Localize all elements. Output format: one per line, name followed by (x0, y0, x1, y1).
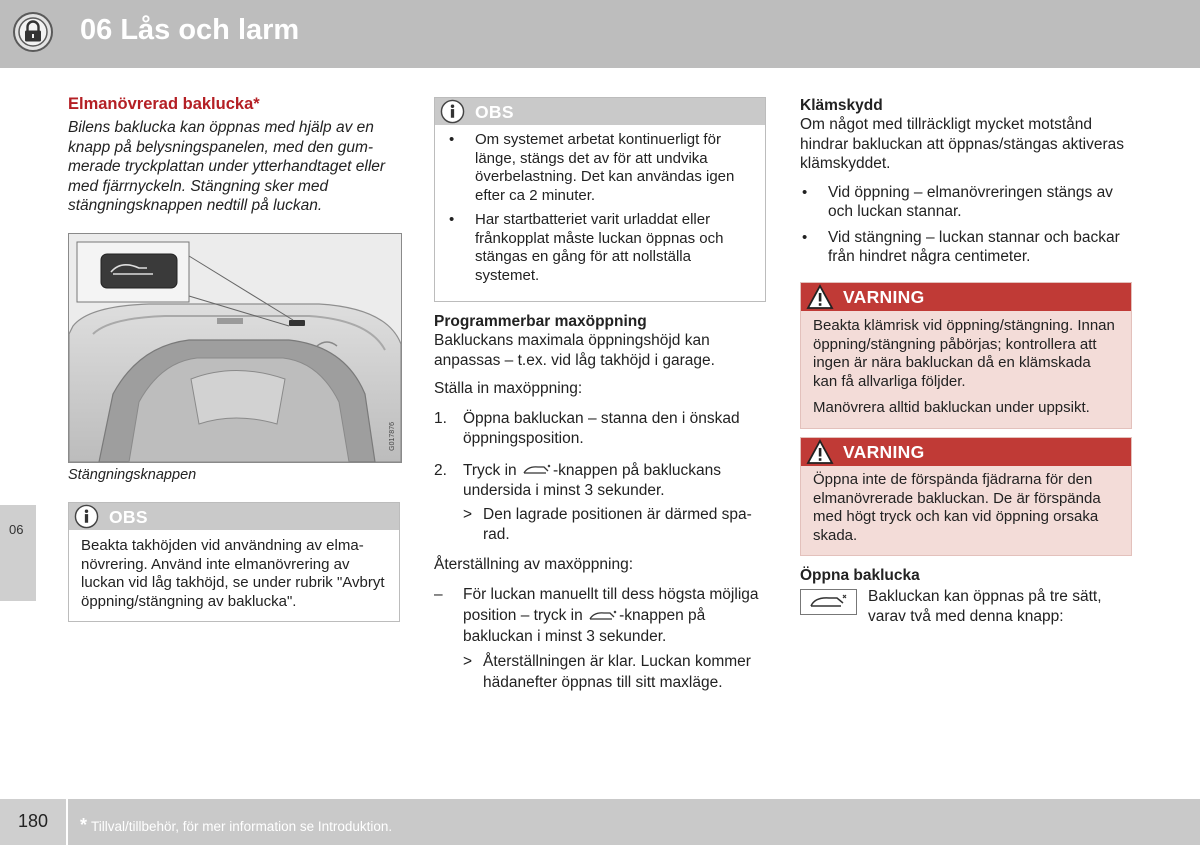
prog-title: Programmerbar maxöppning (434, 313, 647, 330)
klam-item: • Vid stängning – luckan stannar och backar från hindret några centimeter. (800, 228, 1132, 267)
info-icon (440, 99, 465, 124)
warning-box-1 (800, 282, 1132, 429)
open-title: Öppna baklucka (800, 567, 920, 584)
chapter-tab-label: 06 (9, 522, 24, 537)
warning-label: VARNING (843, 287, 925, 307)
tailgate-button-icon (800, 589, 857, 615)
page-number-box (0, 799, 66, 845)
step-result-text: Den lagrade positionen är därmed sparad. (483, 505, 752, 543)
page-header (0, 0, 1200, 68)
anti-pinch-section (800, 97, 1132, 273)
klam-list (800, 183, 1132, 267)
klam-title: Klämskydd (800, 97, 883, 114)
step-item (434, 409, 766, 449)
obs-text: Beakta takhöjden vid användning av elmanövrering. Använd inte elmanövrering av luckan vid låg takhöjd, se under rubrik "Avbryt öppning/stängning av baklucka". (81, 537, 385, 610)
obs-box-2 (434, 97, 766, 302)
page-footer (0, 799, 1200, 845)
set-label: Ställa in maxöppning: (434, 380, 583, 397)
footnote (80, 815, 392, 836)
warning-body (801, 311, 1131, 428)
warning-label: VARNING (843, 442, 925, 462)
reset-list (434, 584, 766, 693)
warning-box-2 (800, 437, 1132, 556)
chapter-title: 06 Lås och larm (80, 14, 300, 46)
reset-text-post: -knappen på bakluckan i minst 3 sekunder. (463, 607, 706, 645)
prog-text: Bakluckans maximala öppningshöjd kan anpassas – t.ex. vid låg takhöjd i garage. (434, 332, 715, 369)
footnote-star: * (80, 815, 88, 835)
step-number: 1. (434, 409, 447, 427)
klam-text: Om något med tillräckligt mycket motstånd hindrar bakluckan att öppnas/stängas aktiveras klämskyddet. (800, 116, 1124, 172)
klam-item: • Vid öppning – elmanövreringen stängs av och luckan stannar. (800, 183, 1132, 222)
reset-result (463, 651, 766, 693)
step-list (434, 409, 766, 545)
step-text: Öppna bakluckan – stanna den i önskad öppningsposition. (463, 409, 740, 447)
step-text-pre: Tryck in (463, 461, 517, 479)
obs-item: • Om systemet arbetat kontinuerligt för länge, stängs det av för att undvika överbelastning. Det kan användas igen efter ca 2 minuter. (447, 131, 753, 205)
result-marker: > (463, 653, 473, 670)
programmable-section (434, 313, 766, 693)
obs-body (435, 125, 765, 301)
warning-box-header (801, 438, 1131, 466)
footnote-text: Tillval/tillbehör, för mer information se Introduktion. (91, 819, 393, 834)
tailgate-button-icon (522, 463, 552, 477)
open-tailgate-section (800, 567, 1132, 631)
obs-box-header (69, 503, 399, 530)
column-1 (68, 95, 400, 216)
warning-box-header (801, 283, 1131, 311)
figure-caption: Stängningsknappen (68, 467, 197, 483)
chapter-tab[interactable] (0, 505, 36, 601)
warning-text: Öppna inte de förspända fjädrarna för den elmanövrerade bakluckan. De är förspända med högt tryck och kan vid öppning orsaka skada. (813, 471, 1101, 544)
section-title: Elmanövrerad baklucka* (68, 95, 260, 113)
open-text: Bakluckan kan öppnas på tre sätt, varav två med denna knapp: (868, 588, 1102, 625)
reset-result-text: Återställningen är klar. Luckan kommer hädanefter öppnas till sitt maxläge. (483, 653, 751, 691)
reset-item (434, 584, 766, 693)
page-number: 180 (18, 811, 49, 831)
warning-text: Manövrera alltid bakluckan under uppsikt. (813, 399, 1090, 416)
open-row (800, 587, 1132, 631)
obs-box-1 (68, 502, 400, 622)
obs-label: OBS (109, 507, 148, 527)
tailgate-illustration (68, 233, 402, 463)
obs-item: • Har startbatteriet varit urladdat eller frånkopplat måste luckan öppnas och stängas en gång för att nollställa systemet. (447, 211, 753, 285)
obs-label: OBS (475, 102, 514, 122)
info-icon (74, 504, 99, 529)
figure-code: G017876 (389, 422, 396, 451)
footnote-bar (68, 799, 1200, 845)
warning-text: Beakta klämrisk vid öppning/stängning. Innan öppning/stängning påbörjas; kontrollera att ingen är nära bakluckan då en klämskada kan få allvarliga följder. (813, 317, 1115, 390)
obs-box-header (435, 98, 765, 125)
step-text-post: -knappen på bakluckans undersida i minst 3 sekunder. (463, 461, 722, 499)
reset-text-pre: För luckan manuellt till dess högsta möjliga position – tryck in (463, 586, 759, 624)
step-number: 2. (434, 461, 447, 479)
result-marker: > (463, 505, 473, 523)
warning-triangle-icon (806, 439, 834, 465)
step-item (434, 461, 766, 545)
warning-triangle-icon (806, 284, 834, 310)
intro-text: Bilens baklucka kan öppnas med hjälp av en knapp på belysningspanelen, med den gummerade tryckplattan under ytterhandtaget eller med fjärrnyckeln. Stängning sker med stängningsknappen nedtill på luckan. (68, 119, 386, 214)
tailgate-button-icon (588, 609, 618, 623)
reset-label: Återställning av maxöppning: (434, 555, 634, 573)
padlock-icon (13, 12, 53, 52)
step-result (463, 505, 766, 545)
reset-dash: – (434, 586, 443, 603)
